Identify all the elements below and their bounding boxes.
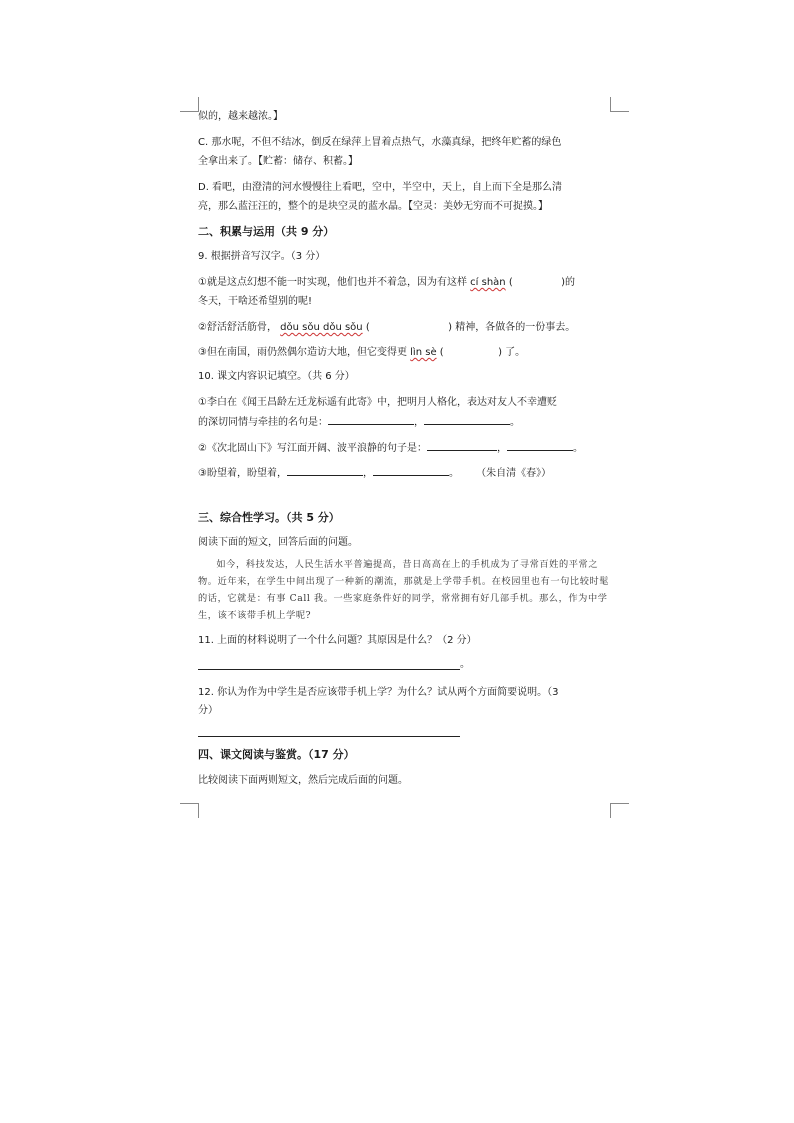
question-10-1-line-1: ①李白在《闻王昌龄左迁龙标遥有此寄》中，把明月人格化，表达对友人不幸遭贬 — [198, 397, 557, 408]
section-2-heading: 二、积累与运用（共 9 分） — [198, 225, 335, 238]
question-12-line-2: 分） — [198, 705, 218, 716]
question-9: 9. 根据拼音写汉字。（3 分） — [198, 251, 326, 262]
pinyin-dou-sou: dǒu sǒu dǒu sǒu — [280, 322, 363, 333]
option-c-line-1: C. 那水呢，不但不结冰，倒反在绿萍上冒着点热气，水藻真绿，把终年贮蓄的绿色 — [198, 137, 562, 148]
source-note: （朱自清《春》） — [476, 468, 552, 479]
question-10-3: ③盼望着，盼望着， ， 。 （朱自清《春》） — [198, 464, 612, 482]
fill-blank[interactable] — [287, 464, 363, 476]
section-4-heading: 四、课文阅读与鉴赏。（17 分） — [198, 748, 355, 761]
fill-blank[interactable] — [427, 439, 497, 451]
crop-mark-bottom-right — [610, 803, 629, 818]
option-c-line-2: 全拿出来了。【贮蓄：储存、积蓄。】 — [198, 156, 358, 167]
question-12-line-1: 12. 你认为作为中学生是否应该带手机上学？为什么？试从两个方面简要说明。（3 — [198, 687, 559, 698]
question-10-2: ②《次北固山下》写江面开阔、波平浪静的句子是： ， 。 — [198, 439, 612, 457]
fill-blank[interactable] — [328, 413, 414, 425]
crop-mark-top-right — [610, 97, 629, 112]
option-d-line-1: D. 看吧，由澄清的河水慢慢往上看吧，空中，半空中，天上，自上而下全是那么清 — [198, 182, 563, 193]
answer-line[interactable] — [198, 669, 460, 670]
fill-blank[interactable] — [373, 464, 449, 476]
pinyin-lin-se: lìn sè — [410, 347, 437, 358]
crop-mark-bottom-left — [180, 803, 199, 818]
crop-mark-top-left — [180, 97, 199, 112]
question-9-2: ②舒活舒活筋骨， dǒu sǒu dǒu sǒu ( ) 精神，各做各的一份事去。 — [198, 322, 576, 333]
section-3-heading: 三、综合性学习。（共 5 分） — [198, 511, 340, 524]
answer-period: 。 — [460, 659, 470, 670]
question-9-1-line-2: 冬天，干啥还希望别的呢! — [198, 296, 313, 307]
fill-blank[interactable] — [507, 439, 573, 451]
question-9-3: ③但在南国，雨仍然偶尔造访大地，但它变得更 lìn sè ( ) 了。 — [198, 347, 526, 358]
answer-line[interactable] — [198, 736, 460, 737]
passage-text: 如今，科技发达，人民生活水平普遍提高，昔日高高在上的手机成为了寻常百姓的平常之物。近年来，在学生中间出现了一种新的潮流，那就是上学带手机。在校园里也有一句比较时髦的话，它就是：有事 Call 我。一些家庭条件好的同学，常常拥有好几部手机。那么，作为中学生，该不该带手机上学呢? — [198, 559, 610, 621]
question-10: 10. 课文内容识记填空。（共 6 分） — [198, 371, 355, 382]
option-d-line-2: 亮，那么蓝汪汪的，整个的是块空灵的蓝水晶。【空灵：美妙无穷而不可捉摸。】 — [198, 201, 548, 212]
text-line: 似的，越来越浓。】 — [198, 111, 283, 122]
question-10-1-line-2: 的深切同情与牵挂的名句是： ， 。 — [198, 413, 612, 431]
question-9-1-line-1: ①就是这点幻想不能一时实现，他们也并不着急，因为有这样 cí shàn ( )的 — [198, 277, 575, 288]
reading-instruction-4: 比较阅读下面两则短文，然后完成后面的问题。 — [198, 775, 408, 786]
question-11: 11. 上面的材料说明了一个什么问题？其原因是什么？（2 分） — [198, 635, 477, 646]
reading-instruction-3: 阅读下面的短文，回答后面的问题。 — [198, 537, 358, 548]
fill-blank[interactable] — [424, 413, 510, 425]
pinyin-ci-shan: cí shàn — [470, 277, 506, 288]
